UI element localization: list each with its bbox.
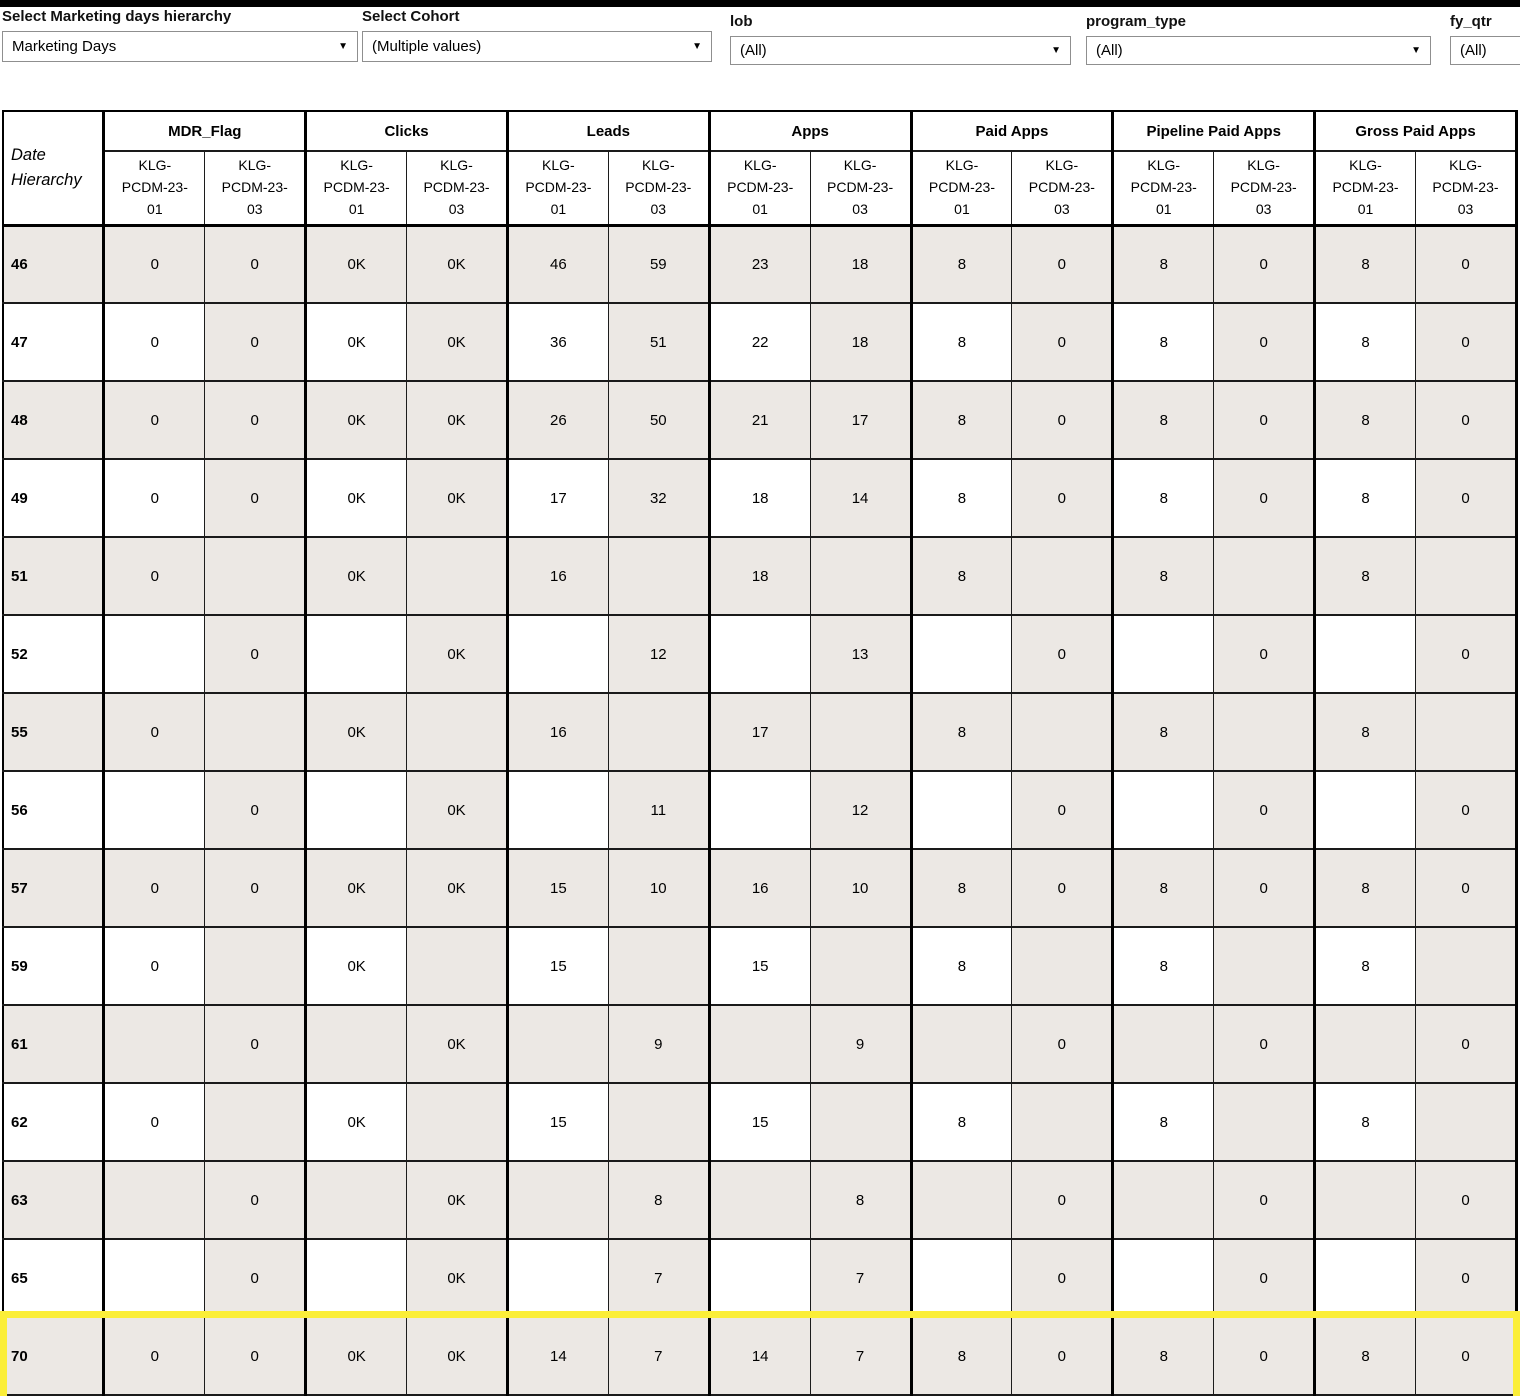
value-cell[interactable]: 11: [608, 771, 709, 849]
value-cell[interactable]: 8: [1113, 693, 1214, 771]
value-cell[interactable]: [608, 927, 709, 1005]
value-cell[interactable]: 0: [1214, 1161, 1315, 1239]
value-cell[interactable]: 8: [1113, 849, 1214, 927]
value-cell[interactable]: [1415, 537, 1516, 615]
value-cell[interactable]: [507, 1161, 608, 1239]
value-cell[interactable]: 14: [507, 1317, 608, 1395]
value-cell[interactable]: 8: [1315, 381, 1416, 459]
value-cell[interactable]: 0: [104, 459, 205, 537]
dropdown-value: (All): [740, 42, 767, 59]
value-cell[interactable]: 0K: [306, 381, 407, 459]
value-cell[interactable]: 8: [911, 1317, 1012, 1395]
value-cell[interactable]: [1315, 1239, 1416, 1317]
value-cell[interactable]: 0: [205, 771, 306, 849]
group-header-paid-apps: Paid Apps: [911, 111, 1113, 151]
value-cell[interactable]: 8: [1113, 381, 1214, 459]
value-cell[interactable]: 0: [1415, 771, 1516, 849]
value-cell[interactable]: 0: [104, 537, 205, 615]
value-cell[interactable]: [911, 615, 1012, 693]
value-cell[interactable]: 0: [1415, 225, 1516, 303]
value-cell[interactable]: [810, 537, 911, 615]
value-cell[interactable]: 8: [911, 693, 1012, 771]
value-cell[interactable]: 7: [608, 1317, 709, 1395]
value-cell[interactable]: 18: [709, 459, 810, 537]
program-type-dropdown[interactable]: [1086, 36, 1431, 65]
value-cell[interactable]: 0: [205, 225, 306, 303]
table-row: [3, 1161, 1517, 1239]
value-cell[interactable]: 46: [507, 225, 608, 303]
value-cell[interactable]: 0: [1012, 1161, 1113, 1239]
value-cell[interactable]: 0K: [407, 1317, 508, 1395]
date-cell[interactable]: 62: [3, 1083, 104, 1161]
value-cell[interactable]: 0K: [407, 1161, 508, 1239]
date-cell[interactable]: 55: [3, 693, 104, 771]
value-cell[interactable]: 16: [507, 693, 608, 771]
value-cell[interactable]: [608, 693, 709, 771]
value-cell[interactable]: [1415, 1083, 1516, 1161]
subcolumn-header: KLG- PCDM-23- 03: [1012, 151, 1113, 225]
value-cell[interactable]: 0: [1415, 849, 1516, 927]
value-cell[interactable]: [1315, 1005, 1416, 1083]
value-cell[interactable]: [507, 1239, 608, 1317]
value-cell[interactable]: 0: [1012, 459, 1113, 537]
value-cell[interactable]: 0: [205, 849, 306, 927]
value-cell[interactable]: 8: [1113, 1317, 1214, 1395]
chevron-down-icon[interactable]: ▼: [338, 40, 348, 52]
value-cell[interactable]: 0K: [306, 303, 407, 381]
table-row: [3, 1239, 1517, 1317]
chevron-down-icon[interactable]: ▼: [1411, 44, 1421, 56]
value-cell[interactable]: 0: [104, 303, 205, 381]
value-cell[interactable]: [306, 615, 407, 693]
value-cell[interactable]: 0K: [407, 225, 508, 303]
value-cell[interactable]: 15: [507, 1083, 608, 1161]
value-cell[interactable]: [608, 537, 709, 615]
value-cell[interactable]: 8: [810, 1161, 911, 1239]
value-cell[interactable]: 36: [507, 303, 608, 381]
value-cell[interactable]: 8: [1315, 1083, 1416, 1161]
value-cell[interactable]: [507, 615, 608, 693]
value-cell[interactable]: [1113, 1005, 1214, 1083]
value-cell[interactable]: [1214, 927, 1315, 1005]
value-cell[interactable]: 0K: [306, 927, 407, 1005]
date-cell[interactable]: 56: [3, 771, 104, 849]
value-cell[interactable]: 0K: [407, 459, 508, 537]
value-cell[interactable]: 0: [104, 1317, 205, 1395]
value-cell[interactable]: 8: [1315, 459, 1416, 537]
value-cell[interactable]: [1214, 537, 1315, 615]
value-cell[interactable]: 0: [205, 1161, 306, 1239]
value-cell[interactable]: [1113, 1239, 1214, 1317]
value-cell[interactable]: 0: [1214, 771, 1315, 849]
value-cell[interactable]: 0: [1415, 1317, 1516, 1395]
value-cell[interactable]: 8: [1113, 459, 1214, 537]
filter-fy-qtr: [1450, 13, 1520, 65]
value-cell[interactable]: 10: [608, 849, 709, 927]
value-cell[interactable]: 0K: [407, 849, 508, 927]
dropdown-value: (All): [1096, 42, 1123, 59]
value-cell[interactable]: 0: [1415, 1239, 1516, 1317]
subcolumn-header: KLG- PCDM-23- 01: [1315, 151, 1416, 225]
value-cell[interactable]: [306, 1239, 407, 1317]
lob-dropdown[interactable]: [730, 36, 1071, 65]
value-cell[interactable]: [1012, 927, 1113, 1005]
value-cell[interactable]: 0: [104, 381, 205, 459]
filter-label: program_type: [1086, 13, 1187, 30]
value-cell[interactable]: 8: [1315, 1317, 1416, 1395]
value-cell[interactable]: [1315, 771, 1416, 849]
value-cell[interactable]: 0: [1012, 303, 1113, 381]
value-cell[interactable]: 0K: [306, 225, 407, 303]
date-cell[interactable]: 47: [3, 303, 104, 381]
value-cell[interactable]: 8: [911, 1083, 1012, 1161]
filter-label: Select Cohort: [362, 8, 460, 25]
table-row: [3, 927, 1517, 1005]
value-cell[interactable]: 32: [608, 459, 709, 537]
group-header-pipeline-paid-apps: Pipeline Paid Apps: [1113, 111, 1315, 151]
value-cell[interactable]: 0K: [306, 1317, 407, 1395]
value-cell[interactable]: [104, 1239, 205, 1317]
value-cell[interactable]: 0: [1214, 849, 1315, 927]
value-cell[interactable]: 8: [911, 927, 1012, 1005]
value-cell[interactable]: 15: [709, 1083, 810, 1161]
value-cell[interactable]: [709, 771, 810, 849]
value-cell[interactable]: 0: [1214, 615, 1315, 693]
filter-label: lob: [730, 13, 753, 30]
value-cell[interactable]: 8: [1315, 849, 1416, 927]
value-cell[interactable]: 0: [205, 1239, 306, 1317]
value-cell[interactable]: 8: [1315, 537, 1416, 615]
value-cell[interactable]: 0: [1415, 1161, 1516, 1239]
value-cell[interactable]: 0: [1214, 1317, 1315, 1395]
value-cell[interactable]: [911, 1005, 1012, 1083]
value-cell[interactable]: 0: [1012, 1239, 1113, 1317]
date-cell[interactable]: 46: [3, 225, 104, 303]
value-cell[interactable]: 0: [205, 381, 306, 459]
value-cell[interactable]: 0: [104, 225, 205, 303]
value-cell[interactable]: 0K: [306, 459, 407, 537]
table-row: [3, 771, 1517, 849]
dropdown-value: (Multiple values): [372, 38, 482, 55]
value-cell[interactable]: 15: [507, 849, 608, 927]
value-cell[interactable]: [407, 537, 508, 615]
value-cell[interactable]: [306, 771, 407, 849]
value-cell[interactable]: [911, 1161, 1012, 1239]
value-cell[interactable]: [1315, 1161, 1416, 1239]
group-header-leads: Leads: [507, 111, 709, 151]
value-cell[interactable]: [1415, 927, 1516, 1005]
value-cell[interactable]: 8: [1113, 1083, 1214, 1161]
value-cell[interactable]: 8: [911, 381, 1012, 459]
value-cell[interactable]: 0K: [407, 1239, 508, 1317]
dropdown-value: (All): [1460, 42, 1487, 59]
value-cell[interactable]: [709, 615, 810, 693]
value-cell[interactable]: 59: [608, 225, 709, 303]
value-cell[interactable]: 17: [709, 693, 810, 771]
date-hierarchy-header: Date Hierarchy: [3, 111, 104, 225]
value-cell[interactable]: 0: [205, 1317, 306, 1395]
value-cell[interactable]: 0: [205, 303, 306, 381]
value-cell[interactable]: 8: [1315, 225, 1416, 303]
value-cell[interactable]: 0K: [407, 1005, 508, 1083]
value-cell[interactable]: 8: [911, 849, 1012, 927]
value-cell[interactable]: 0K: [306, 693, 407, 771]
value-cell[interactable]: 22: [709, 303, 810, 381]
value-cell[interactable]: 50: [608, 381, 709, 459]
filter-cohort: [362, 8, 712, 62]
value-cell[interactable]: 0: [205, 615, 306, 693]
value-cell[interactable]: 0: [1415, 459, 1516, 537]
value-cell[interactable]: 0: [1214, 1005, 1315, 1083]
value-cell[interactable]: 8: [911, 225, 1012, 303]
value-cell[interactable]: 8: [911, 537, 1012, 615]
value-cell[interactable]: [205, 693, 306, 771]
value-cell[interactable]: 0: [1415, 303, 1516, 381]
value-cell[interactable]: [709, 1239, 810, 1317]
table-row: [3, 303, 1517, 381]
value-cell[interactable]: 51: [608, 303, 709, 381]
value-cell[interactable]: [1415, 693, 1516, 771]
value-cell[interactable]: [1113, 1161, 1214, 1239]
value-cell[interactable]: 8: [1315, 927, 1416, 1005]
value-cell[interactable]: 17: [507, 459, 608, 537]
value-cell[interactable]: 12: [810, 771, 911, 849]
value-cell[interactable]: [911, 1239, 1012, 1317]
date-cell[interactable]: 48: [3, 381, 104, 459]
subcolumn-header: KLG- PCDM-23- 01: [709, 151, 810, 225]
value-cell[interactable]: [810, 1083, 911, 1161]
date-cell[interactable]: 52: [3, 615, 104, 693]
subcolumn-header: KLG- PCDM-23- 03: [205, 151, 306, 225]
value-cell[interactable]: 0K: [407, 771, 508, 849]
value-cell[interactable]: 0: [104, 927, 205, 1005]
value-cell[interactable]: [407, 1083, 508, 1161]
value-cell[interactable]: 8: [1113, 927, 1214, 1005]
date-cell[interactable]: 70: [3, 1317, 104, 1395]
value-cell[interactable]: 10: [810, 849, 911, 927]
value-cell[interactable]: 8: [1315, 693, 1416, 771]
value-cell[interactable]: 7: [810, 1317, 911, 1395]
subcolumn-header: KLG- PCDM-23- 03: [1214, 151, 1315, 225]
value-cell[interactable]: [810, 927, 911, 1005]
date-cell[interactable]: 57: [3, 849, 104, 927]
dropdown-value: Marketing Days: [12, 38, 117, 55]
subcolumn-header: KLG- PCDM-23- 03: [608, 151, 709, 225]
value-cell[interactable]: 7: [810, 1239, 911, 1317]
table-row: [3, 849, 1517, 927]
value-cell[interactable]: 8: [1315, 303, 1416, 381]
value-cell[interactable]: 18: [810, 225, 911, 303]
value-cell[interactable]: [1113, 615, 1214, 693]
value-cell[interactable]: 0K: [407, 615, 508, 693]
value-cell[interactable]: 13: [810, 615, 911, 693]
table-row: [3, 459, 1517, 537]
value-cell[interactable]: 0: [1012, 381, 1113, 459]
value-cell[interactable]: [1113, 771, 1214, 849]
value-cell[interactable]: 0: [1012, 615, 1113, 693]
value-cell[interactable]: [306, 1161, 407, 1239]
value-cell[interactable]: 23: [709, 225, 810, 303]
subcolumn-header: KLG- PCDM-23- 03: [407, 151, 508, 225]
value-cell[interactable]: 15: [709, 927, 810, 1005]
table-row: [3, 1083, 1517, 1161]
value-cell[interactable]: 8: [608, 1161, 709, 1239]
table-row: [3, 537, 1517, 615]
subcolumn-header: KLG- PCDM-23- 03: [1415, 151, 1516, 225]
value-cell[interactable]: 7: [608, 1239, 709, 1317]
value-cell[interactable]: 8: [1113, 303, 1214, 381]
value-cell[interactable]: 15: [507, 927, 608, 1005]
filter-lob: [730, 13, 1071, 65]
table-row: [3, 1005, 1517, 1083]
value-cell[interactable]: 0K: [407, 303, 508, 381]
value-cell[interactable]: 0: [1012, 849, 1113, 927]
value-cell[interactable]: 0: [1012, 225, 1113, 303]
value-cell[interactable]: 0: [1415, 1005, 1516, 1083]
value-cell[interactable]: [407, 693, 508, 771]
group-header-gross-paid-apps: Gross Paid Apps: [1315, 111, 1517, 151]
fy-qtr-dropdown[interactable]: [1450, 36, 1520, 65]
filter-label: Select Marketing days hierarchy: [2, 8, 232, 25]
chevron-down-icon[interactable]: ▼: [692, 40, 702, 52]
subcolumn-header: KLG- PCDM-23- 01: [507, 151, 608, 225]
table-row: [3, 381, 1517, 459]
group-header-apps: Apps: [709, 111, 911, 151]
table-row: [3, 615, 1517, 693]
value-cell[interactable]: [709, 1161, 810, 1239]
value-cell[interactable]: 0: [1012, 771, 1113, 849]
value-cell[interactable]: 9: [810, 1005, 911, 1083]
date-cell[interactable]: 65: [3, 1239, 104, 1317]
marketing-days-hierarchy-dropdown[interactable]: [2, 31, 358, 62]
value-cell[interactable]: [205, 927, 306, 1005]
date-cell[interactable]: 63: [3, 1161, 104, 1239]
date-cell[interactable]: 51: [3, 537, 104, 615]
value-cell[interactable]: [1012, 693, 1113, 771]
subcolumn-header: KLG- PCDM-23- 01: [911, 151, 1012, 225]
value-cell[interactable]: 0: [1012, 1317, 1113, 1395]
value-cell[interactable]: [911, 771, 1012, 849]
value-cell[interactable]: [1214, 693, 1315, 771]
value-cell[interactable]: [1214, 1083, 1315, 1161]
value-cell[interactable]: 0: [1415, 381, 1516, 459]
value-cell[interactable]: 16: [709, 849, 810, 927]
value-cell[interactable]: 0K: [407, 381, 508, 459]
value-cell[interactable]: [104, 1161, 205, 1239]
value-cell[interactable]: [507, 1005, 608, 1083]
value-cell[interactable]: 14: [810, 459, 911, 537]
value-cell[interactable]: 0K: [306, 849, 407, 927]
value-cell[interactable]: 18: [709, 537, 810, 615]
value-cell[interactable]: 14: [709, 1317, 810, 1395]
value-cell[interactable]: [1315, 615, 1416, 693]
value-cell[interactable]: 0K: [306, 537, 407, 615]
value-cell[interactable]: 0: [1214, 303, 1315, 381]
value-cell[interactable]: [1012, 537, 1113, 615]
table-row: [3, 225, 1517, 303]
value-cell[interactable]: [104, 771, 205, 849]
filter-program-type: [1086, 13, 1431, 65]
value-cell[interactable]: 18: [810, 303, 911, 381]
subcolumn-header: KLG- PCDM-23- 01: [1113, 151, 1214, 225]
value-cell[interactable]: 0: [1214, 381, 1315, 459]
filter-label: fy_qtr: [1450, 13, 1492, 30]
cohort-dropdown[interactable]: [362, 31, 712, 62]
value-cell[interactable]: 8: [1113, 537, 1214, 615]
value-cell[interactable]: 0: [1214, 1239, 1315, 1317]
value-cell[interactable]: 0: [1214, 459, 1315, 537]
value-cell[interactable]: 0: [205, 459, 306, 537]
value-cell[interactable]: 8: [911, 303, 1012, 381]
value-cell[interactable]: 8: [911, 459, 1012, 537]
value-cell[interactable]: [104, 615, 205, 693]
subcolumn-header: KLG- PCDM-23- 01: [104, 151, 205, 225]
value-cell[interactable]: [104, 1005, 205, 1083]
filter-marketing-days-hierarchy: [2, 8, 358, 62]
value-cell[interactable]: [205, 1083, 306, 1161]
subcolumn-header: KLG- PCDM-23- 03: [810, 151, 911, 225]
group-header-clicks: Clicks: [306, 111, 508, 151]
value-cell[interactable]: 0: [205, 1005, 306, 1083]
value-cell[interactable]: 0: [1415, 615, 1516, 693]
value-cell[interactable]: [306, 1005, 407, 1083]
group-header-mdr-flag: MDR_Flag: [104, 111, 306, 151]
value-cell[interactable]: [709, 1005, 810, 1083]
table-row: [3, 693, 1517, 771]
value-cell[interactable]: 0: [104, 693, 205, 771]
value-cell[interactable]: 0: [104, 1083, 205, 1161]
date-cell[interactable]: 61: [3, 1005, 104, 1083]
value-cell[interactable]: [1012, 1083, 1113, 1161]
value-cell[interactable]: [507, 771, 608, 849]
value-cell[interactable]: [205, 537, 306, 615]
value-cell[interactable]: 26: [507, 381, 608, 459]
table-row: [3, 1317, 1517, 1395]
data-table: [2, 110, 1518, 1396]
value-cell[interactable]: [810, 693, 911, 771]
value-cell[interactable]: 17: [810, 381, 911, 459]
value-cell[interactable]: 12: [608, 615, 709, 693]
value-cell[interactable]: 0: [1214, 225, 1315, 303]
value-cell[interactable]: 9: [608, 1005, 709, 1083]
subcolumn-header: KLG- PCDM-23- 01: [306, 151, 407, 225]
date-cell[interactable]: 49: [3, 459, 104, 537]
value-cell[interactable]: 0: [104, 849, 205, 927]
value-cell[interactable]: 0: [1012, 1005, 1113, 1083]
value-cell[interactable]: 8: [1113, 225, 1214, 303]
value-cell[interactable]: 0K: [306, 1083, 407, 1161]
top-black-bar: [0, 0, 1520, 7]
value-cell[interactable]: 21: [709, 381, 810, 459]
value-cell[interactable]: 16: [507, 537, 608, 615]
value-cell[interactable]: [407, 927, 508, 1005]
chevron-down-icon[interactable]: ▼: [1051, 44, 1061, 56]
value-cell[interactable]: [608, 1083, 709, 1161]
date-cell[interactable]: 59: [3, 927, 104, 1005]
